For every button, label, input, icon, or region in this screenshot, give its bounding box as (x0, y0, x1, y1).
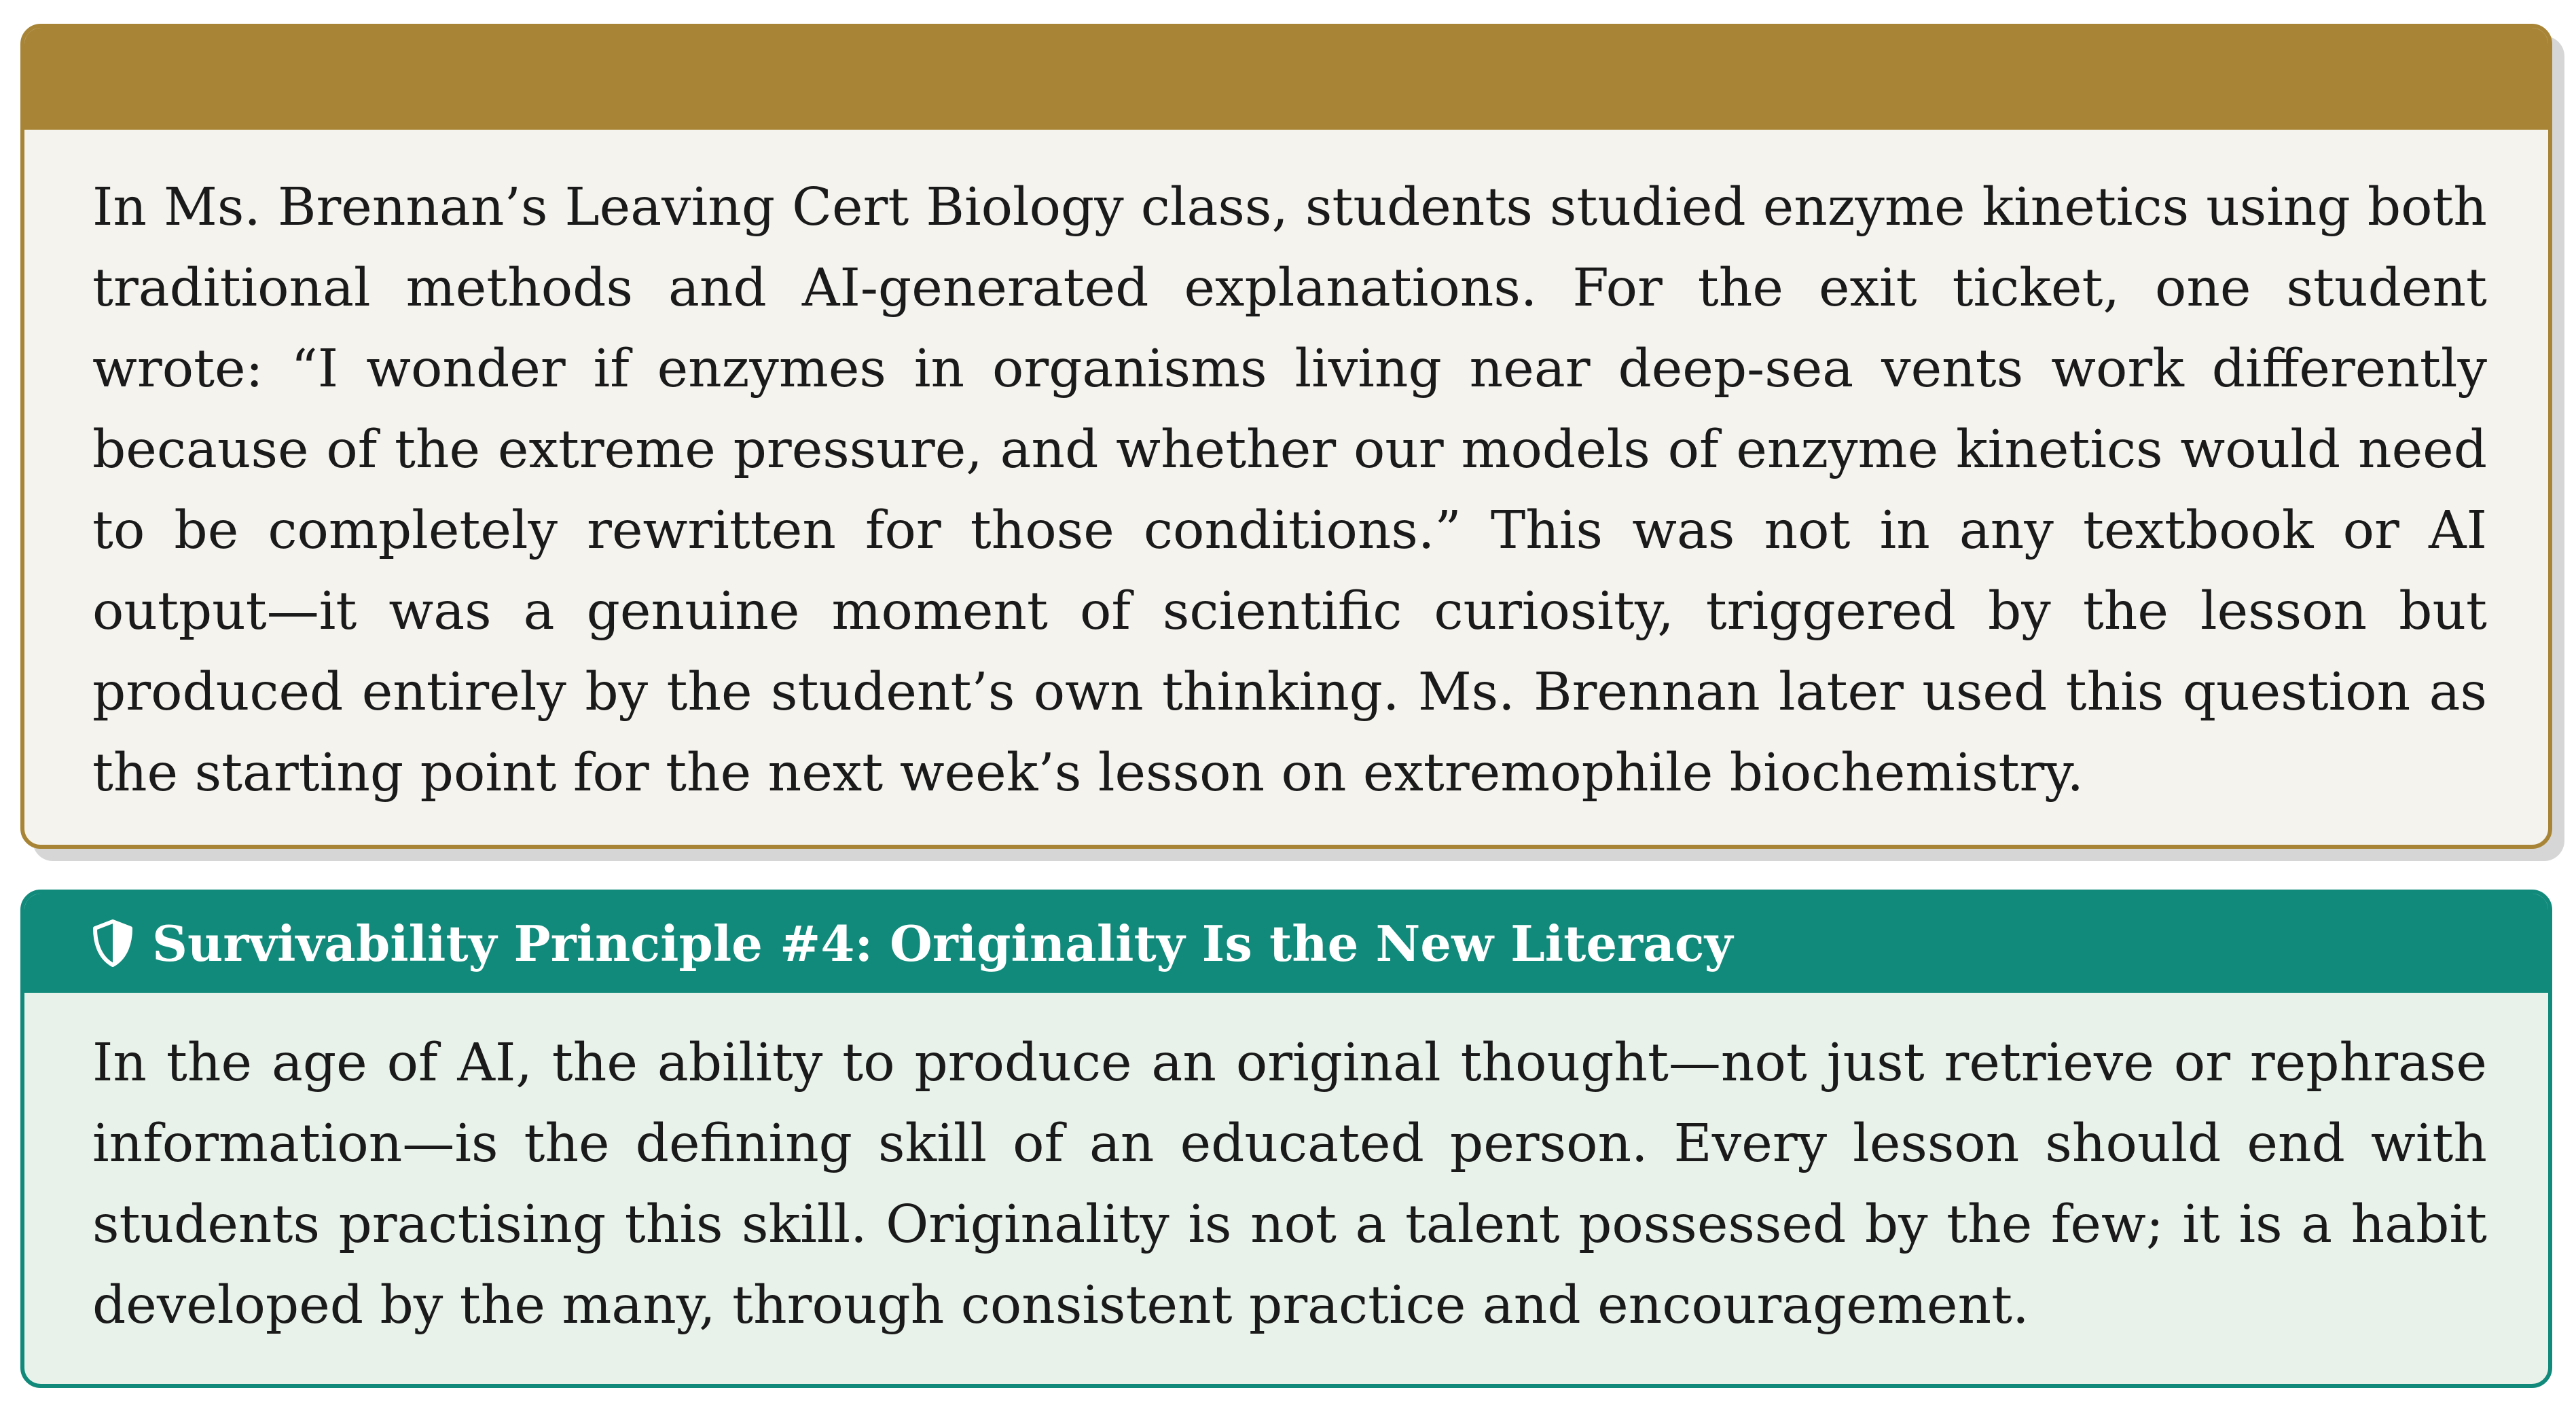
case-study-text: In Ms. Brennan’s Leaving Cert Biology class, students studied enzyme kinetics using both traditional methods and AI-generated explanations. For the exit ticket, one student wrote: “I wonder if enzymes in organisms living near deep-sea vents work differently because of the extreme pressure, and whether our models of enzyme kinetics would need to be completely rewritten for those conditions.” This was not in any textbook or AI output—it was a genuine moment of scientific curiosity, triggered by the lesson but produced entirely by the student’s own thinking. Ms. Brennan later used this question as the starting point for the next week’s lesson on extremophile biochemistry. (92, 177, 2487, 803)
case-study-header (24, 28, 2548, 130)
principle-box (20, 890, 2552, 1388)
principle-title: Survivability Principle #4: Originality Is the New Literacy (152, 914, 1733, 972)
principle-header (24, 894, 2548, 993)
principle-text: In the age of AI, the ability to produce an original thought—not just retrieve or rephrase information—is the defining skill of an educated person. Every lesson should end with students practising this skill. Originality is not a talent possessed by the few; it is a habit developed by the many, through consistent practice and encouragement. (92, 1033, 2487, 1336)
shield-icon (92, 919, 133, 967)
case-study-box (20, 24, 2552, 849)
